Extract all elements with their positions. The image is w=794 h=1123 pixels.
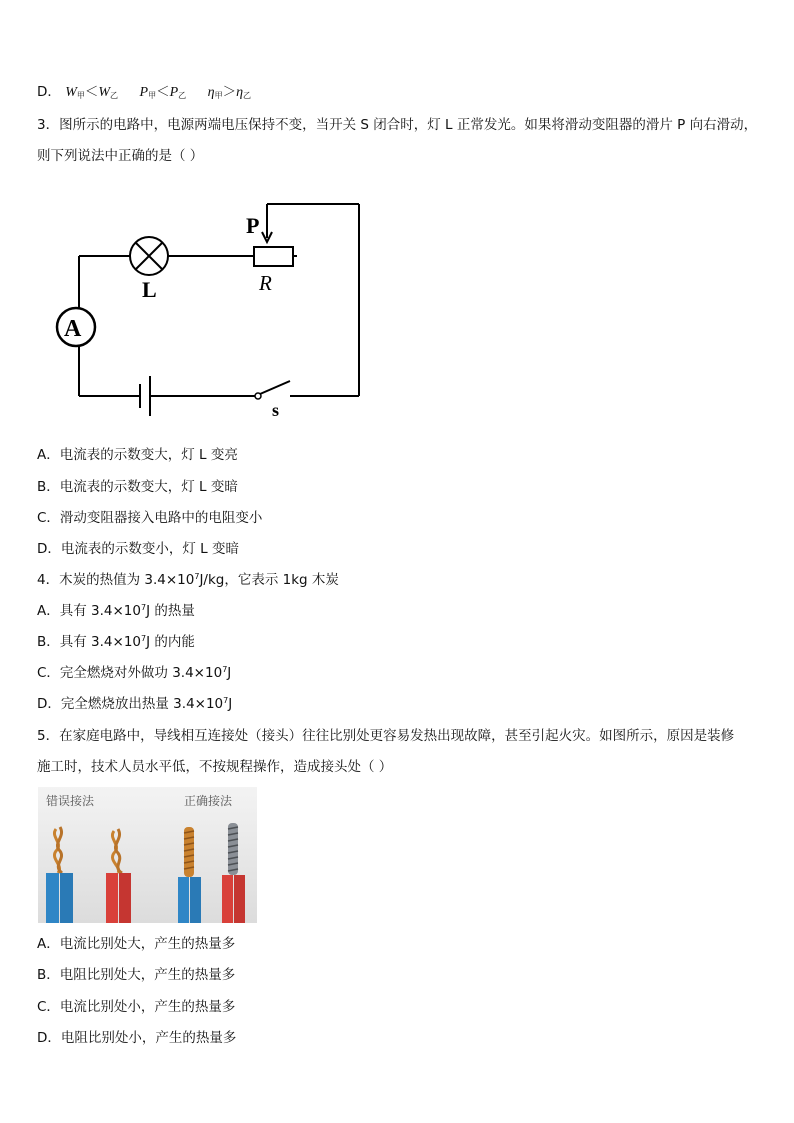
label-l: L (142, 277, 157, 302)
q5-option-a: A．电流比别处大，产生的热量多 (37, 936, 236, 952)
battery-icon (140, 376, 150, 416)
q3-stem-line2: 则下列说法中正确的是（ ） (37, 148, 204, 164)
q4-option-c: C．完全燃烧对外做功 $3.4\times 10^7J$ (37, 665, 232, 681)
q5-option-b: B．电阻比别处大，产生的热量多 (37, 967, 236, 983)
switch-icon (255, 381, 290, 399)
q3-option-a: A．电流表的示数变大，灯 L 变亮 (37, 447, 238, 463)
label-p: P (246, 213, 260, 238)
q3-option-c: C．滑动变阻器接入电路中的电阻变小 (37, 510, 263, 526)
label-s: s (272, 400, 280, 420)
q4-stem: 4．木炭的热值为 $3.4\times 10^7J/kg$，它表示 1kg 木炭 (37, 572, 339, 588)
label-right-method: 正确接法 (184, 794, 233, 808)
q5-option-c: C．电流比别处小，产生的热量多 (37, 999, 236, 1015)
q4-option-b: B．具有 $3.4\times 10^7J$ 的内能 (37, 634, 195, 650)
lamp-icon (130, 237, 168, 275)
q4-option-a: A．具有 $3.4\times 10^7J$ 的热量 (37, 603, 195, 619)
q5-option-d: D．电阻比别处小，产生的热量多 (37, 1030, 237, 1046)
label-wrong-method: 错误接法 (46, 794, 95, 808)
q3-stem-line1: 3．图所示的电路中，电源两端电压保持不变，当开关 S 闭合时，灯 L 正常发光。如果将滑动变阻器的滑片 P 向右滑动， (37, 117, 758, 133)
q3-option-d: D．电流表的示数变小，灯 L 变暗 (37, 541, 239, 557)
q5-stem-line2: 施工时，技术人员水平低，不按规程操作，造成接头处（ ） (37, 759, 393, 775)
label-a: A (64, 316, 82, 342)
wire-connection-photo (38, 787, 257, 923)
q4-option-d: D．完全燃烧放出热量 $3.4\times 10^7J$ (37, 696, 233, 712)
q3-option-b: B．电流表的示数变大，灯 L 变暗 (37, 479, 238, 495)
q2-option-d: D． $W_甲<W_乙$ $P_甲<P_乙$ $\eta_甲>\eta_乙$ (37, 84, 252, 100)
circuit-diagram (50, 196, 370, 421)
label-r: R (259, 271, 272, 295)
q5-stem-line1: 5．在家庭电路中，导线相互连接处（接头）往往比别处更容易发热出现故障，甚至引起火灾。如图所示，原因是装修 (37, 728, 735, 744)
resistor-r (254, 247, 293, 266)
